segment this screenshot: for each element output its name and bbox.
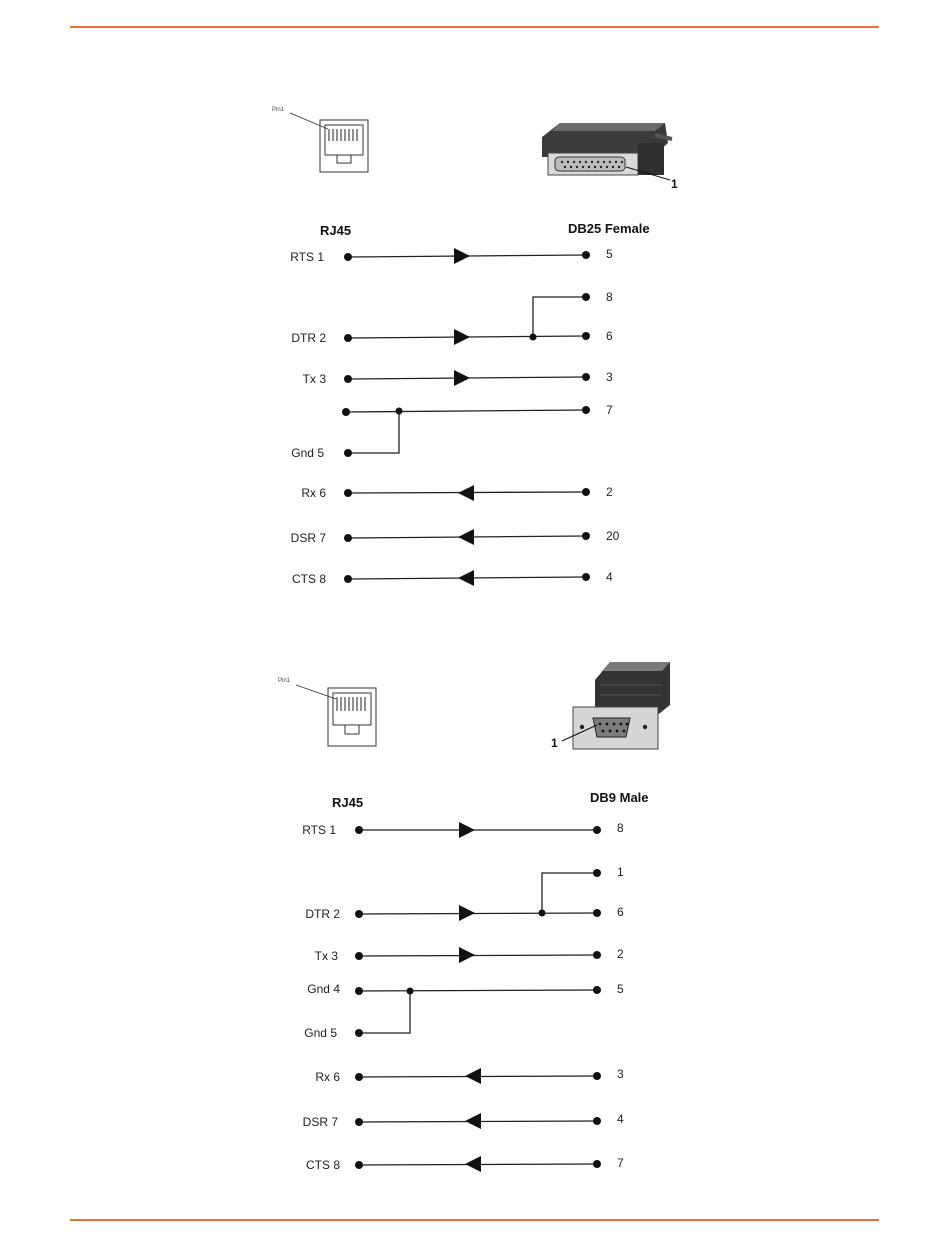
rj45-header: RJ45: [320, 223, 352, 238]
pin-dot: [355, 910, 363, 918]
junction-dot: [407, 988, 414, 995]
db25-pin-label: 8: [606, 290, 613, 304]
rj45-pin-label: Gnd 4: [307, 982, 340, 996]
rj45-pin1-tag: Pin1: [272, 107, 285, 113]
pin-dot: [582, 406, 590, 414]
pin-dot: [593, 951, 601, 959]
pin-dot: [355, 1073, 363, 1081]
rj45-pin-label: Gnd 5: [304, 1026, 337, 1040]
db25-pin-label: 7: [606, 403, 613, 417]
db25-connector: [542, 123, 672, 180]
pin-dot: [344, 334, 352, 342]
pin-dot: [582, 251, 590, 259]
wire-tx: [359, 955, 597, 956]
junction-dot: [539, 910, 546, 917]
rj45-pin-label: Tx 3: [314, 949, 338, 963]
junction-dot: [530, 334, 537, 341]
db9-header: DB9 Male: [590, 790, 649, 805]
db9-pin-label: 1: [617, 865, 624, 879]
wire-gnd: [346, 410, 586, 412]
rj45-pin-label: DSR 7: [290, 531, 326, 545]
arrow-left: [465, 1156, 481, 1172]
db25-header: DB25 Female: [568, 221, 650, 236]
pin-dot: [344, 449, 352, 457]
rj45-pin-label: Gnd 5: [291, 446, 324, 460]
header-rule: [70, 26, 879, 28]
arrow-left: [458, 529, 474, 545]
pin-dot: [593, 986, 601, 994]
pin-dot: [582, 293, 590, 301]
db25-pin-label: 20: [606, 529, 620, 543]
pin-dot: [344, 575, 352, 583]
pin-dot: [355, 826, 363, 834]
pin-dot: [593, 826, 601, 834]
rj45-pin1-tag: Pin1: [278, 678, 291, 684]
db25-pin-label: 6: [606, 329, 613, 343]
db9-pin-label: 6: [617, 905, 624, 919]
rj45-to-db25-diagram: [260, 95, 690, 605]
rj45-pin-label: DTR 2: [305, 907, 340, 921]
db25-pin-label: 2: [606, 485, 613, 499]
arrow-right: [454, 329, 470, 345]
rj45-pin-label: DTR 2: [291, 331, 326, 345]
rj45-pin-label: Rx 6: [315, 1070, 340, 1084]
rj45-pin-label: CTS 8: [305, 1158, 340, 1172]
db9-pin-label: 8: [617, 821, 624, 835]
db9-pin-label: 5: [617, 982, 624, 996]
pin-dot: [582, 332, 590, 340]
pin-dot: [355, 1118, 363, 1126]
db9-pin-label: 3: [617, 1067, 624, 1081]
pin-dot: [355, 1161, 363, 1169]
db9-pin-label: 7: [617, 1156, 624, 1170]
wire-gnd-branch: [359, 991, 410, 1033]
pin-dot: [582, 373, 590, 381]
wire-dtr-branch: [533, 297, 586, 337]
rj45-to-db9-diagram: [270, 655, 690, 1185]
pin-dot: [344, 489, 352, 497]
pin-dot: [355, 952, 363, 960]
arrow-right: [459, 905, 475, 921]
pin-dot: [582, 488, 590, 496]
db25-pin-label: 3: [606, 370, 613, 384]
rj45-pin-label: RTS 1: [302, 823, 336, 837]
rj45-header: RJ45: [332, 795, 364, 810]
footer-rule: [70, 1219, 879, 1221]
pin-dot: [344, 253, 352, 261]
wire-dtr: [359, 913, 597, 914]
arrow-left: [465, 1113, 481, 1129]
arrow-right: [454, 248, 470, 264]
arrow-right: [459, 947, 475, 963]
db9-connector: [562, 662, 670, 749]
rj45-pin-label: DSR 7: [302, 1115, 338, 1129]
pin-dot: [355, 1029, 363, 1037]
rj45-pin-label: CTS 8: [291, 572, 326, 586]
wire-gnd: [359, 990, 597, 991]
pin-dot: [593, 1160, 601, 1168]
pin-dot: [593, 1117, 601, 1125]
arrow-right: [454, 370, 470, 386]
rj45-pin-label: RTS 1: [290, 250, 324, 264]
db25-pin1-callout: 1: [671, 177, 678, 191]
rj45-pin-label: Rx 6: [301, 486, 326, 500]
rj45-jack-icon: [296, 685, 376, 746]
arrow-left: [458, 570, 474, 586]
pin-dot: [593, 869, 601, 877]
arrow-right: [459, 822, 475, 838]
wire-dtr-branch: [542, 873, 597, 913]
rj45-pin-label: Tx 3: [302, 372, 326, 386]
db9-pin-label: 2: [617, 947, 624, 961]
pin-dot: [344, 534, 352, 542]
db9-pin-label: 4: [617, 1112, 624, 1126]
db25-pin-label: 5: [606, 247, 613, 261]
junction-dot: [396, 408, 403, 415]
pin-dot: [582, 573, 590, 581]
wire-gnd-branch: [348, 411, 399, 453]
rj45-jack-icon: [290, 113, 368, 172]
arrow-left: [458, 485, 474, 501]
db9-pin1-callout: 1: [551, 736, 558, 750]
pin-dot: [355, 987, 363, 995]
db25-pin-label: 4: [606, 570, 613, 584]
pin-dot: [593, 909, 601, 917]
pin-dot: [342, 408, 350, 416]
arrow-left: [465, 1068, 481, 1084]
pin-dot: [344, 375, 352, 383]
pin-dot: [582, 532, 590, 540]
pin-dot: [593, 1072, 601, 1080]
